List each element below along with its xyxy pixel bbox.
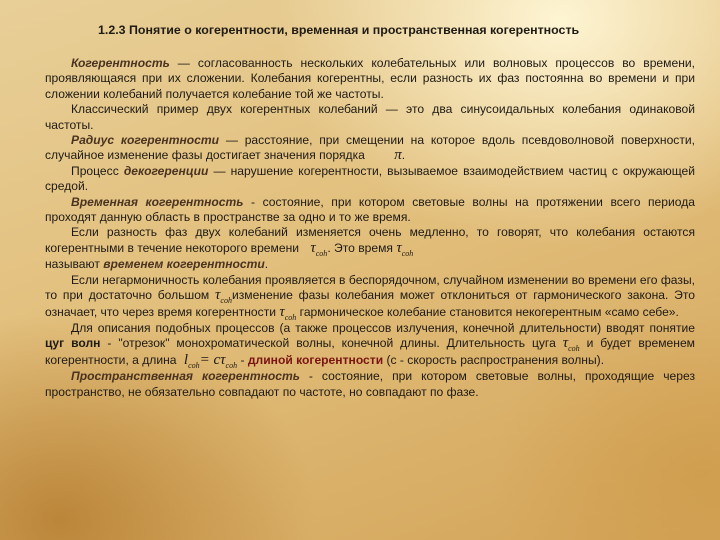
coh-subscript: coh — [284, 312, 297, 322]
example-text: Классический пример двух когерентных колебаний — это два синусоидальных колебания одинаковой частоты. — [45, 102, 695, 132]
term-spatial-coherence: Пространственная когерентность — [71, 369, 300, 384]
paragraph-temporal-coherence — [45, 195, 695, 226]
tau-symbol: τ — [562, 335, 569, 352]
tau-symbol: τ — [215, 287, 221, 304]
paragraph-coherence-time — [45, 225, 695, 272]
phase-change-text-1: Если негармоничность колебания проявляется в беспорядочном, случайном изменении во времени его фазы, то при достаточно большом — [45, 272, 695, 303]
tau-symbol: τ — [310, 239, 316, 256]
body-text — [45, 56, 695, 400]
decoherence-prefix: Процесс — [71, 163, 124, 178]
term-coherence-radius: Радиус когерентности — [71, 133, 220, 148]
paragraph-decoherence — [45, 164, 695, 195]
coherence-radius-end: . — [401, 148, 406, 163]
coherence-time-text-3: называют — [45, 257, 104, 272]
coh-subscript: coh — [401, 248, 414, 258]
wave-train-text-5: (c - скорость распространения волны). — [383, 352, 605, 367]
term-wave-train: цуг волн — [45, 336, 101, 351]
coherence-time-end: . — [264, 257, 269, 272]
coh-subscript: coh — [225, 360, 238, 370]
term-coherence-time: временем когерентности — [103, 257, 265, 272]
paragraph-coherence-radius — [45, 133, 695, 164]
spatial-coherence-definition: - состояние, при котором световые волны, проходящие через пространство, не обязательно совпадают по частоте, но совпадают по фазе. — [45, 369, 695, 399]
phase-change-text-2: изменение фазы колебания может отклониться от гармонического закона. Это означает, что через время когерентности — [45, 288, 695, 319]
coherence-time-text-1: Если разность фаз двух колебаний изменяется очень медленно, то говорят, что колебания остаются когерентными в течение некоторого времени — [45, 225, 695, 255]
equals-c-symbol: = c — [199, 351, 221, 368]
term-coherence: Когерентность — [71, 56, 170, 70]
paragraph-phase-change — [45, 273, 695, 321]
term-decoherence: декогеренции — [123, 163, 209, 178]
page-title: 1.2.3 Понятие о когерентности, временная и пространственная когерентность — [98, 23, 580, 37]
wave-train-text-3: и будет временем когерентности, а длина — [45, 336, 696, 367]
paragraph-example — [45, 102, 695, 133]
term-coherence-length: длиной когерентности — [247, 352, 384, 367]
coh-subscript: coh — [568, 344, 580, 354]
wave-train-text-4: - — [237, 352, 248, 367]
wave-train-text-1: Для описания подобных процессов (а также процессов излучения, конечной длительности) вводят понятие — [71, 320, 695, 335]
temporal-coherence-definition: - состояние, при котором световые волны на протяжении всего периода проходят данную область в пространстве за одно и то же время. — [45, 194, 695, 225]
term-temporal-coherence: Временная когерентность — [71, 194, 244, 209]
coherence-radius-definition: — расстояние, при смещении на которое вдоль псевдоволновой поверхности, случайное изменение фазы достигает значения порядка — [45, 133, 695, 163]
paragraph-spatial-coherence — [45, 369, 695, 400]
coherence-time-text-2: . Это время — [327, 240, 397, 255]
pi-symbol: π — [394, 147, 402, 164]
wave-train-text-2: - "отрезок" монохроматической волны, конечной длины. Длительность цуга — [100, 336, 563, 351]
coh-subscript: coh — [188, 360, 200, 370]
tau-symbol: τ — [220, 351, 226, 368]
decoherence-definition: — нарушение когерентности, вызываемое взаимодействием частиц с окружающей средой. — [45, 163, 695, 194]
phase-change-text-3: гармоническое колебание становится некогерентным «само себе». — [299, 304, 679, 319]
coherence-definition: — согласованность нескольких колебательных или волновых процессов во времени, проявляющаяся при их сложении. Колебания когерентны, если разность их фаз постоянна во времени и при сложении колебаний получается колебание той же частоты. — [45, 56, 695, 101]
coh-subscript: coh — [315, 248, 328, 258]
tau-symbol: τ — [396, 239, 402, 256]
coh-subscript: coh — [220, 296, 232, 306]
paragraph-coherence — [45, 56, 695, 102]
paragraph-wave-train — [45, 321, 695, 369]
l-symbol: l — [183, 351, 189, 368]
tau-symbol: τ — [279, 303, 285, 320]
